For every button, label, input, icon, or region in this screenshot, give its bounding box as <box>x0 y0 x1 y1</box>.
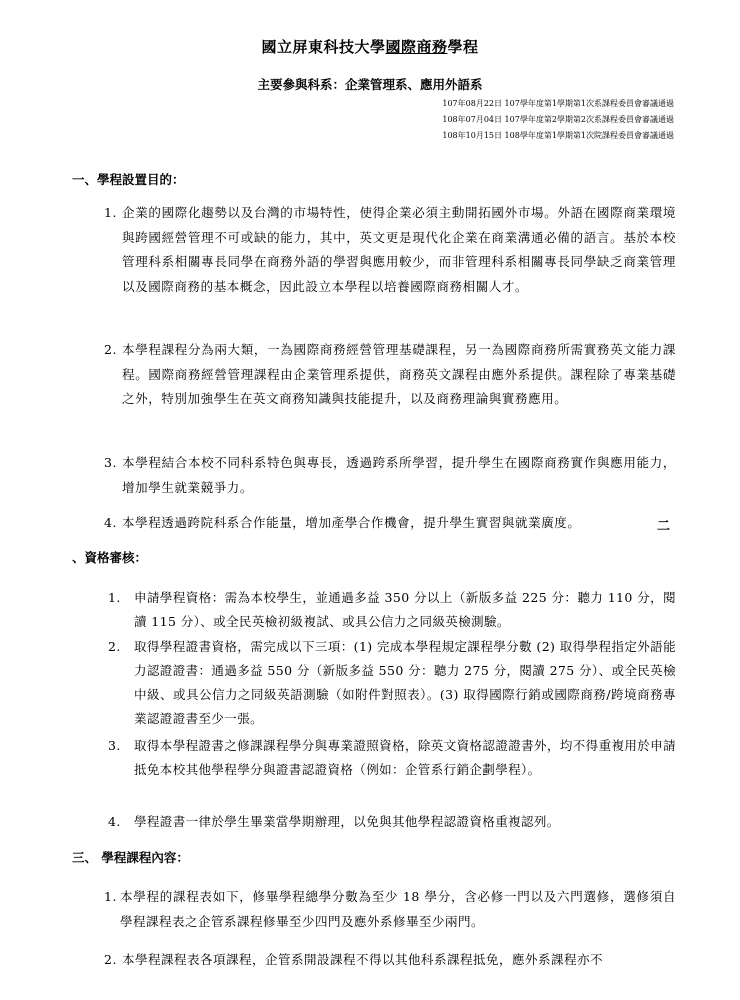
list-item <box>104 451 676 500</box>
section-heading-curriculum: 三、 學程課程內容： <box>72 850 189 865</box>
item-number: 2. <box>108 639 121 654</box>
item-text: 本學程結合本校不同科系特色與專長，透過跨系所學習，提升學生在國際商務實作與應用能力，增加學生就業競爭力。 <box>122 455 676 495</box>
item-number: 1. <box>108 590 121 605</box>
list-item <box>108 810 676 834</box>
item-text: 本學程透過跨院科系合作能量，增加產學合作機會，提升學生實習與就業廣度。 <box>122 515 581 530</box>
list-item <box>108 734 676 782</box>
section-heading-purpose: 一、學程設置目的： <box>72 172 185 187</box>
item-number: 2. <box>104 952 117 967</box>
section-heading-eligibility: 、資格審核： <box>72 550 148 565</box>
item-text: 申請學程資格：需為本校學生，並通過多益 350 分以上（新版多益 225 分：聽力 110 分，閱讀 115 分）、或全民英檢初級複試、或具公信力之同級英檢測驗。 <box>134 590 676 629</box>
item-text: 取得學程證書資格，需完成以下三項：(1) 完成本學程規定課程學分數 (2) 取得學程指定外語能力認證證書：通過多益 550 分（新版多益 550 分：聽力 275 分，閱讀 275 分）、或全民英檢中級、或具公信力之同級英語測驗（如附件對照表）。(3) 取得國際行銷或國際商務/跨境商務專業認證證書至少一張。 <box>134 639 676 726</box>
section-number-fragment: 二 <box>657 519 671 534</box>
item-number: 2. <box>104 342 118 357</box>
item-number: 4. <box>104 515 118 530</box>
item-number: 3. <box>108 738 121 753</box>
list-item <box>104 884 676 934</box>
document-subtitle: 主要參與科系：企業管理系、應用外語系 <box>257 77 483 92</box>
approval-records <box>442 96 674 144</box>
item-number: 4. <box>108 814 121 829</box>
item-text: 本學程的課程表如下，修畢學程總學分數為至少 18 學分，含必修一門以及六門選修，選修須自學程課程表之企管系課程修畢至少四門及應外系修畢至少兩門。 <box>120 889 676 929</box>
item-text: 學程證書一律於學生畢業當學期辦理，以免與其他學程認證資格重複認列。 <box>134 814 560 829</box>
list-item <box>104 947 676 972</box>
item-text: 取得本學程證書之修課課程學分與專業證照資格，除英文資格認證證書外，均不得重複用於申請抵免本校其他學程學分與證書認證資格（例如：企管系行銷企劃學程）。 <box>134 738 676 777</box>
item-number: 1. <box>104 205 118 220</box>
item-text: 本學程課程分為兩大類，一為國際商務經營管理基礎課程，另一為國際商務所需實務英文能力課程。國際商務經營管理課程由企業管理系提供，商務英文課程由應外系提供。課程除了專業基礎之外，特別加強學生在英文商務知識與技能提升，以及商務理論與實務應用。 <box>122 342 676 406</box>
item-text: 本學程課程表各項課程，企管系開設課程不得以其他科系課程抵免，應外系課程亦不 <box>122 952 604 967</box>
approval-record: 108年07月04日 107學年度第2學期第2次系課程委員會審議通過 <box>442 115 674 124</box>
item-number: 3. <box>104 455 118 470</box>
list-item <box>108 586 676 634</box>
list-item <box>108 635 676 731</box>
item-number: 1. <box>104 889 117 904</box>
approval-record: 107年08月22日 107學年度第1學期第1次系課程委員會審議通過 <box>442 99 674 108</box>
title-part-program: 國際商務 <box>385 38 448 56</box>
document-title <box>0 36 740 57</box>
item-text: 企業的國際化趨勢以及台灣的市場特性，使得企業必須主動開拓國外市場。外語在國際商業環境與跨國經營管理不可或缺的能力，其中，英文更是現代化企業在商業溝通必備的語言。基於本校管理科系相關專長同學在商務外語的學習與應用較少，而非管理科系相關專長同學缺乏商業管理以及國際商務的基本概念，因此設立本學程以培養國際商務相關人才。 <box>122 205 676 294</box>
title-part-suffix: 學程 <box>447 38 479 56</box>
approval-record: 108年10月15日 108學年度第1學期第1次院課程委員會審議通過 <box>442 131 674 140</box>
list-item <box>104 511 644 536</box>
list-item <box>104 201 676 299</box>
title-part-school: 國立屏東科技大學 <box>261 38 386 56</box>
list-item <box>104 338 676 412</box>
